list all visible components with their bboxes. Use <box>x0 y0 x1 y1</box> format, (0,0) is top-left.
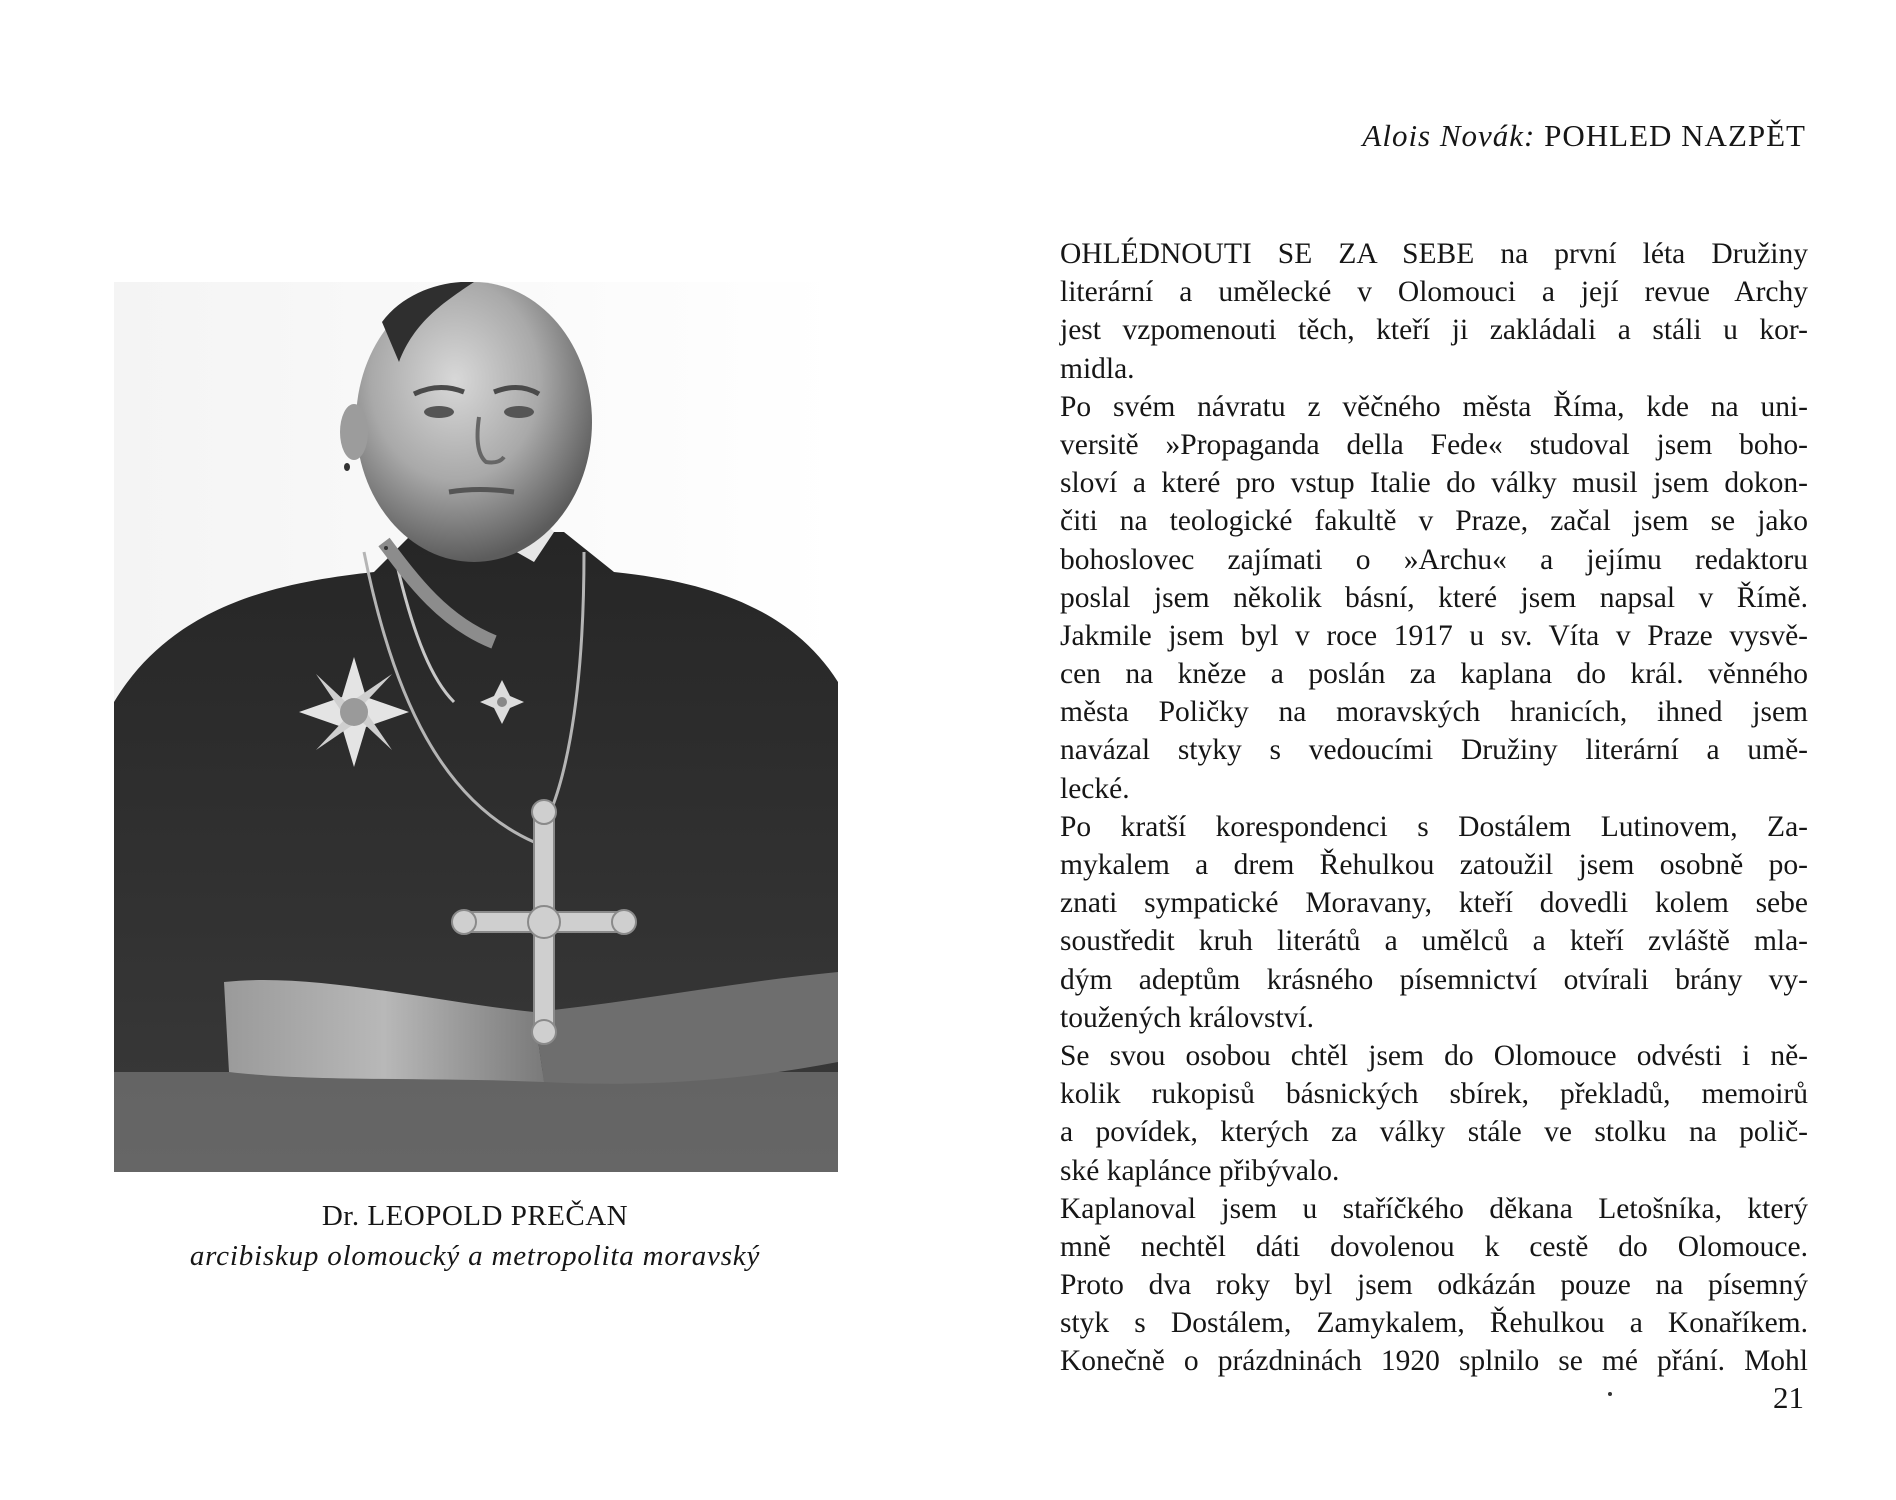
body-line: OHLÉDNOUTI SE ZA SEBE na první léta Družiny <box>1060 238 1808 270</box>
body-line: literární a umělecké v Olomouci a její revue Archy <box>1060 276 1808 309</box>
ink-speck <box>1608 1392 1612 1396</box>
body-line: a povídek, kterých za války stále ve stolku na polič- <box>1060 1116 1808 1149</box>
body-line: mykalem a drem Řehulkou zatoužil jsem osobně po- <box>1060 849 1808 881</box>
body-line: cen na kněze a poslán za kaplana do král. věnného <box>1060 658 1808 691</box>
ink-speck <box>384 546 388 550</box>
body-line: Jakmile jsem byl v roce 1917 u sv. Víta v Praze vysvě- <box>1060 619 1808 652</box>
portrait-photo-icon <box>114 282 838 1172</box>
body-line: versitě »Propaganda della Fede« studoval jsem boho- <box>1060 428 1808 461</box>
body-line: jest vzpomenouti těch, kteří ji zakládali a stáli u kor- <box>1060 314 1808 347</box>
body-line: toužených království. <box>1060 1001 1314 1034</box>
body-line: poslal jsem několik básní, které jsem napsal v Římě. <box>1060 581 1808 614</box>
caption-role: arcibiskup olomoucký a metropolita moravský <box>189 1240 761 1272</box>
portrait-photo <box>114 282 838 1172</box>
body-line: navázal styky s vedoucími Družiny literární a umě- <box>1060 734 1808 767</box>
body-line: Se svou osobou chtěl jsem do Olomouce odvésti i ně- <box>1060 1039 1808 1072</box>
body-line: Kaplanoval jsem u staříčkého děkana Letošníka, který <box>1060 1192 1808 1225</box>
body-line: Po svém návratu z věčného města Říma, kde na uni- <box>1060 390 1808 423</box>
body-line: ské kaplánce přibývalo. <box>1060 1154 1340 1187</box>
body-line: mně nechtěl dáti dovolenou k cestě do Olomouce. <box>1060 1230 1808 1263</box>
body-line: Proto dva roky byl jsem odkázán pouze na písemný <box>1060 1269 1808 1302</box>
body-line: znati sympatické Moravany, kteří dovedli kolem sebe <box>1060 887 1808 920</box>
body-line: Konečně o prázdninách 1920 splnilo se mé přání. Mohl <box>1060 1345 1808 1378</box>
body-line: styk s Dostálem, Zamykalem, Řehulkou a Konaříkem. <box>1060 1307 1808 1340</box>
caption-name: Dr. LEOPOLD PREČAN <box>321 1200 629 1232</box>
body-line: sloví a které pro vstup Italie do války musil jsem dokon- <box>1060 467 1808 500</box>
body-line: kolik rukopisů básnických sbírek, překladů, memoirů <box>1060 1078 1808 1111</box>
body-line: města Poličky na moravských hranicích, ihned jsem <box>1060 696 1808 729</box>
body-line: bohoslovec zajímati o »Archu« a jejímu redaktoru <box>1060 543 1808 576</box>
running-head-author: Alois Novák: <box>1362 118 1536 153</box>
body-line: lecké. <box>1060 772 1130 805</box>
photo-caption <box>110 1196 840 1276</box>
body-line: midla. <box>1060 352 1135 385</box>
ink-speck <box>344 463 350 471</box>
running-head <box>1362 118 1806 154</box>
body-line: dým adeptům krásného písemnictví otvírali brány vy- <box>1060 963 1808 996</box>
body-line: soustředit kruh literátů a umělců a kteří zvláště mla- <box>1060 925 1808 958</box>
body-line: Po kratší korespondenci s Dostálem Lutinovem, Za- <box>1060 810 1808 843</box>
running-head-title: POHLED NAZPĚT <box>1544 118 1806 153</box>
page-number: 21 <box>1773 1380 1804 1415</box>
body-line: čiti na teologické fakultě v Praze, začal jsem se jako <box>1060 505 1808 538</box>
body-text <box>1060 235 1808 1381</box>
